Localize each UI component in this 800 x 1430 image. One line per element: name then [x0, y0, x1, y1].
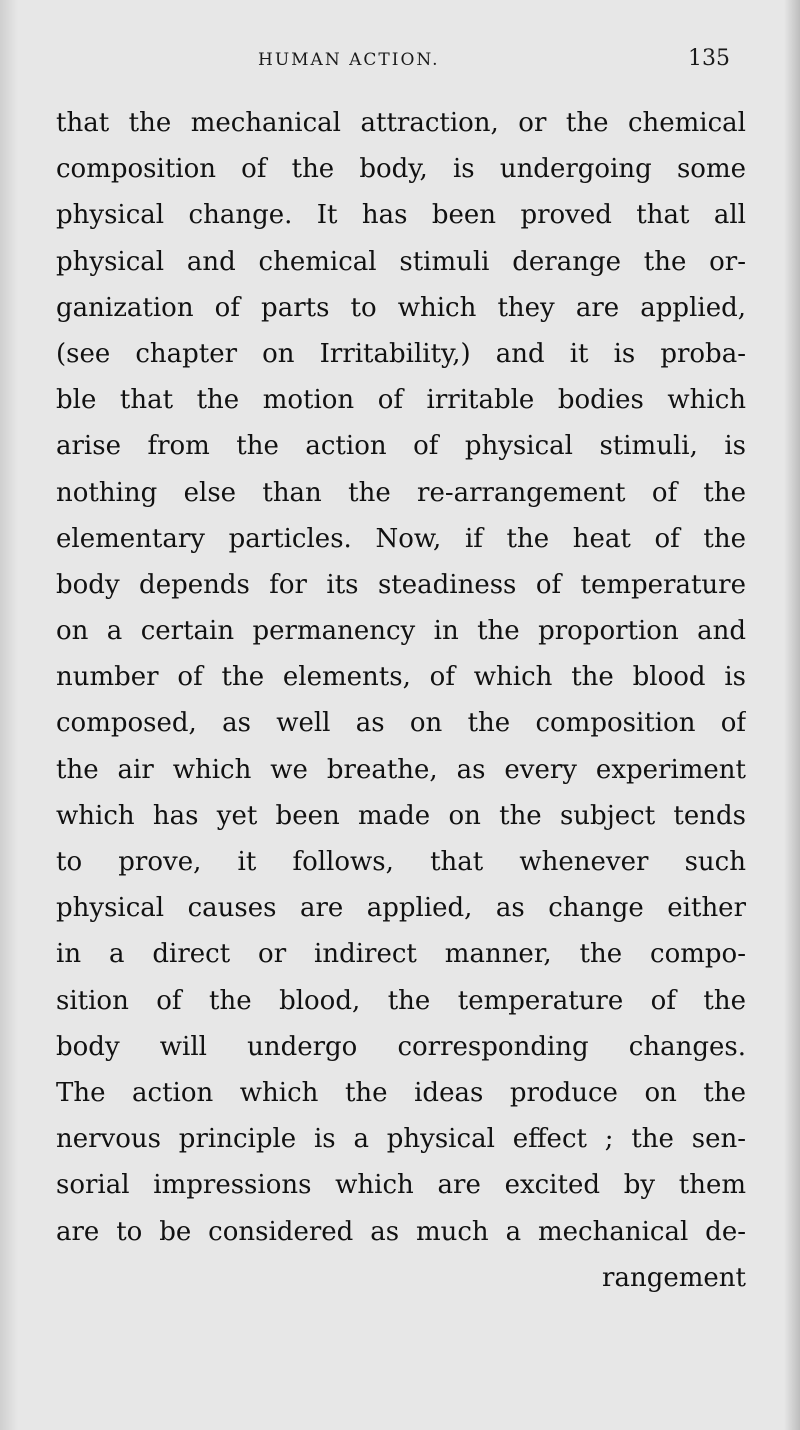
text-line: physical change. It has been proved that all [56, 200, 746, 231]
text-line: which has yet been made on the subject tends [56, 800, 746, 831]
text-line: body depends for its steadiness of temperature [56, 569, 746, 600]
text-line: composed, as well as on the composition of [56, 708, 746, 739]
text-line: on a certain permanency in the proportion and [56, 616, 746, 647]
catchword-line: rangement [602, 1262, 746, 1293]
text-line: nothing else than the re-arrangement of the [56, 477, 746, 508]
text-line: sorial impressions which are excited by them [56, 1170, 746, 1201]
text-line: physical causes are applied, as change either [56, 893, 746, 924]
text-line: sition of the blood, the temperature of the [56, 985, 746, 1016]
text-line: physical and chemical stimuli derange the or- [56, 246, 746, 277]
text-line: are to be considered as much a mechanical de- [56, 1216, 746, 1247]
text-line: body will undergo corresponding changes. [56, 1031, 746, 1062]
running-title: HUMAN ACTION. [258, 50, 440, 70]
text-line: that the mechanical attraction, or the chemical [56, 108, 746, 138]
text-line: elementary particles. Now, if the heat of the [56, 523, 746, 554]
page-header [0, 42, 800, 82]
text-line: nervous principle is a physical effect ; the sen- [56, 1124, 746, 1155]
text-line: The action which the ideas produce on the [56, 1077, 746, 1108]
page-number: 135 [688, 46, 730, 71]
text-line: number of the elements, of which the blood is [56, 662, 746, 693]
text-line: the air which we breathe, as every experiment [56, 754, 746, 785]
text-line: ble that the motion of irritable bodies which [56, 385, 746, 416]
text-line: to prove, it follows, that whenever such [56, 847, 746, 877]
text-line: ganization of parts to which they are applied, [56, 292, 746, 323]
text-line: composition of the body, is undergoing some [56, 154, 746, 185]
text-line: in a direct or indirect manner, the compo- [56, 939, 746, 970]
body-text [56, 100, 746, 1301]
text-line: arise from the action of physical stimuli, is [56, 431, 746, 462]
text-line: (see chapter on Irritability,) and it is proba- [56, 338, 746, 369]
